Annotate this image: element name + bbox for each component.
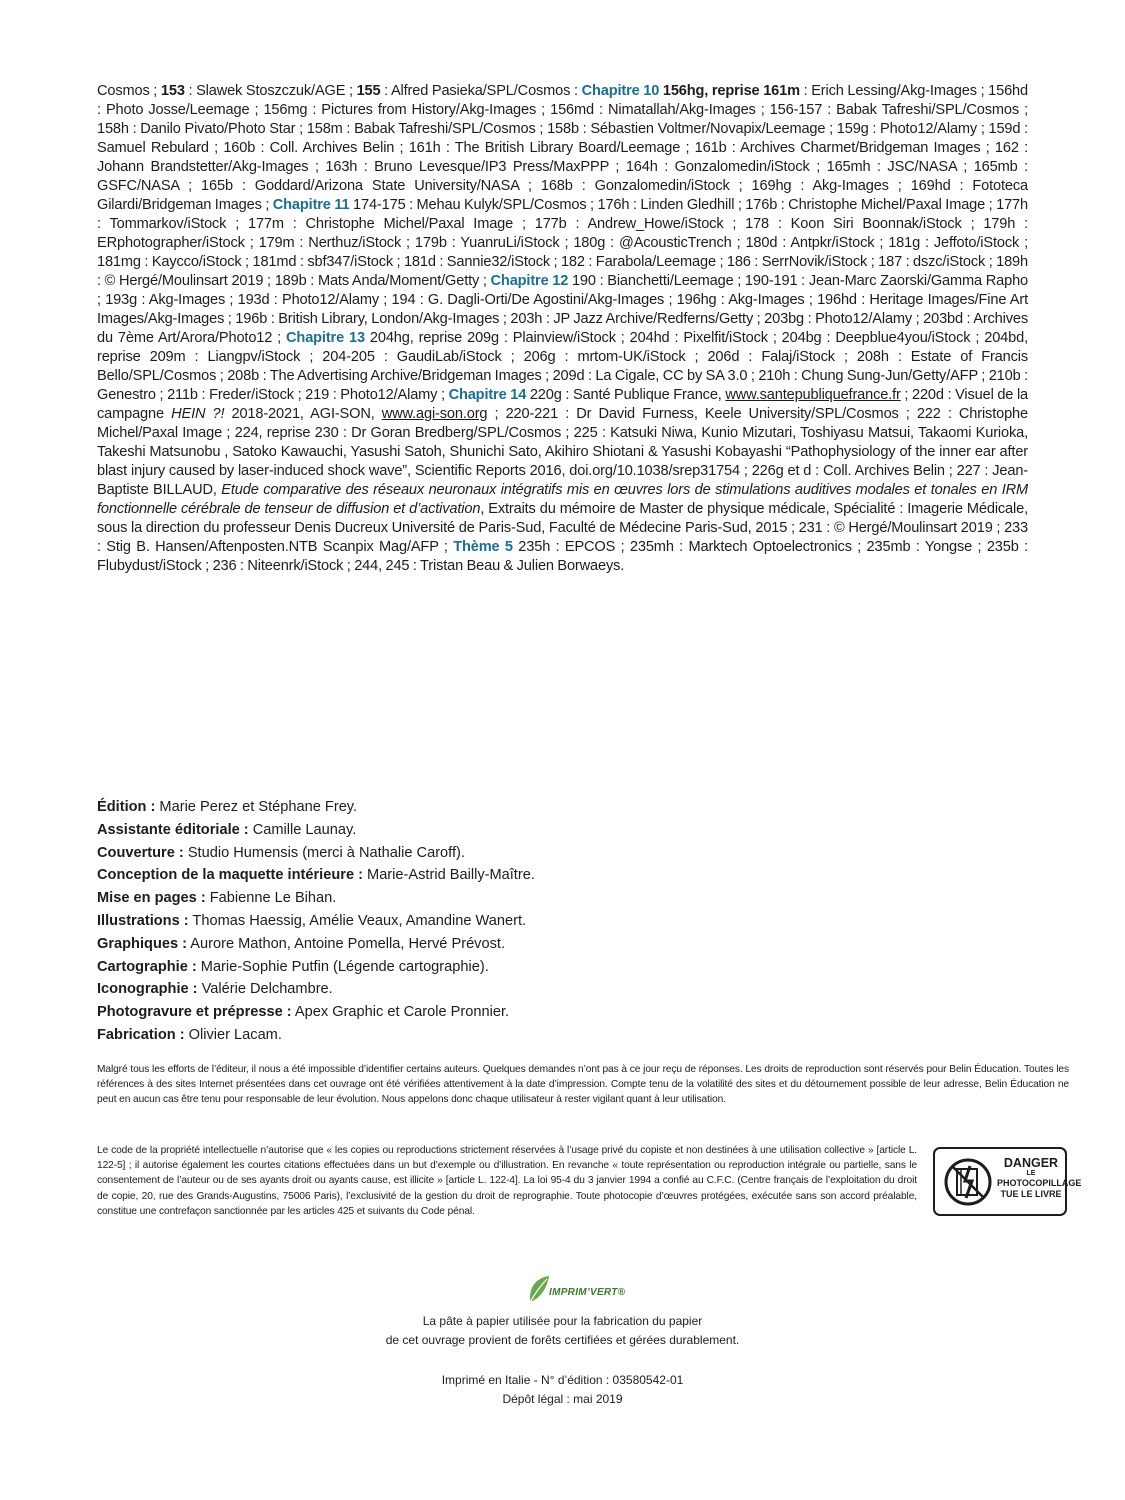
photo-credits (97, 82, 1028, 576)
staff-names: Aurore Mathon, Antoine Pomella, Hervé Prévost. (187, 935, 505, 952)
leaf-icon (527, 1274, 551, 1304)
staff-row (97, 796, 1028, 819)
legal-deposit: Dépôt légal : mai 2019 (502, 1392, 623, 1406)
staff-role: Édition : (97, 799, 156, 815)
chapter-13-credits: 204hg, reprise 209g : Plainview/iStock ; 204hd : Pixelfit/iStock ; 204bg : Deepblue4you/iStock ; 204bd, reprise 209m : Liangpv/iStock ; 204-205 : GaudiLab/iStock ; 206g : mrtom-UK/iStock ; 206d : Falaj/iStock ; 208h : Estate of Francis Bello/SPL/Cosmos ; 208b : The Advertising Archive/Bridgeman Images ; 209d : La Cigale, CC by SA 3.0 ; 210h : Chung Sung-Jun/Getty/AFP ; 210b : Genestro ; 211b : Freder/iStock ; 219 : Photo12/Alamy ; (97, 330, 1028, 403)
staff-row (97, 819, 1028, 842)
staff-names: Fabienne Le Bihan. (205, 890, 337, 907)
chapter-11-heading: Chapitre 11 (272, 197, 350, 213)
staff-role: Photogravure et prépresse : (97, 1004, 292, 1021)
staff-names: Marie-Sophie Putfin (Légende cartographie). (196, 958, 489, 975)
danger-label: TUE LE LIVRE (1000, 1189, 1062, 1199)
danger-label: DANGER (1003, 1156, 1059, 1170)
staff-names: Valérie Delchambre. (197, 981, 333, 998)
staff-row (97, 910, 1028, 933)
chapter-13-heading: Chapitre 13 (286, 330, 365, 346)
paper-source-note (300, 1312, 825, 1350)
credits-text: Cosmos ; (97, 83, 161, 99)
chapter-14-heading: Chapitre 14 (448, 387, 527, 403)
publisher-disclaimer: Malgré tous les efforts de l’éditeur, il nous a été impossible d’identifier certains auteurs. Quelques demandes n’ont pas à ce jour reçu de réponses. Les droits de reproduction sont réservés pour Belin Éducation. Toutes les références à des sites Internet présentées dans cet ouvrage ont été vérifiées attentivement à la date d’impression. Compte tenu de la volatilité des sites et du détournement possible de leur adresse, Belin Éducation ne peut en aucun cas être tenu pour responsable de leur évolution. Nous appelons donc chaque utilisateur à rester vigilant quant à leur utilisation. (97, 1064, 1069, 1106)
imprimvert-label: IMPRIM’VERT® (549, 1287, 626, 1298)
danger-label: PHOTOCOPILLAGE (997, 1178, 1082, 1188)
chapter-12-heading: Chapitre 12 (490, 273, 569, 289)
paper-note-line: La pâte à papier utilisée pour la fabrication du papier (422, 1314, 703, 1328)
staff-names: Marie Perez et Stéphane Frey. (155, 799, 358, 815)
theme-5-credits: 235h : EPCOS ; 235mh : Marktech Optoelectronics ; 235mb : Yongse ; 235b : Flubydust/iStock ; 236 : Niteenrk/iStock ; 244, 245 : Tristan Beau & Julien Borwaeys. (97, 539, 1029, 574)
theme-5-heading: Thème 5 (453, 539, 513, 555)
staff-names: Olivier Lacam. (184, 1026, 282, 1043)
chapter-10-credits: : Erich Lessing/Akg-Images ; 156hd : Photo Josse/Leemage ; 156mg : Pictures from History/Akg-Images ; 156md : Nimatallah/Akg-Images ; 156-157 : Babak Tafreshi/SPL/Cosmos ; 158h : Danilo Pivato/Photo Star ; 158m : Babak Tafreshi/SPL/Cosmos ; 158b : Sébastien Voltmer/Novapix/Leemage ; 159g : Photo12/Alamy ; 159d : Samuel Rebulard ; 160b : Coll. Archives Belin ; 161h : The British Library Board/Leemage ; 161b : Archives Charmet/Bridgeman Images ; 162 : Johann Brandstetter/Akg-Images ; 163h : Bruno Levesque/IP3 Press/MaxPPP ; 164h : Gonzalomedin/iStock ; 165mh : JSC/NASA ; 165mb : GSFC/NASA ; 165b : Goddard/Arizona State University/NASA ; 168b : Gonzalomedin/iStock ; 169hg : Akg-Images ; 169hd : Fototeca Gilardi/Bridgeman Images ; (97, 83, 1028, 213)
chapter-10-heading: Chapitre 10 (581, 83, 660, 99)
staff-row (97, 933, 1028, 956)
credit-ref: 156hg, reprise 161m (659, 83, 800, 99)
editorial-staff-list (97, 796, 1028, 1047)
staff-names: Marie-Astrid Bailly-Maître. (362, 867, 535, 884)
staff-role: Graphiques : (97, 935, 188, 952)
chapter-14-credits: 220g : Santé Publique France, (526, 387, 726, 403)
chapter-14-credits: ; 220d : Visuel de la campagne (97, 387, 1029, 422)
chapter-14-credits: ; 220-221 : Dr David Furness, Keele University/SPL/Cosmos ; 222 : Christophe Michel/Paxal Image ; 224, reprise 230 : Dr Goran Bredberg/SPL/Cosmos ; 225 : Katsuki Niwa, Kunio Mizutari, Toshiyasu Matsui, Takaomi Kurioka, Takeshi Matsunobu , Satoko Kawauchi, Yasushi Satoh, Shunichi Sato, Akihiro Shiotani & Yasushi Kobayashi “Pathophysiology of the inner ear after blast injury caused by laser-induced shock wave”, Scientific Reports 2016, doi.org/10.1038/srep31754 ; 226g et d : Coll. Archives Belin ; 227 : Jean-Baptiste BILLAUD, (97, 406, 1028, 498)
staff-role: Assistante éditoriale : (97, 821, 249, 838)
imprimvert-logo (527, 1274, 657, 1308)
print-info (300, 1371, 825, 1409)
staff-role: Illustrations : (97, 912, 189, 929)
broken-book-icon (943, 1157, 993, 1207)
staff-names: Apex Graphic et Carole Pronnier. (291, 1004, 510, 1021)
thesis-title: Etude comparative des réseaux neuronaux intégratifs mis en œuvres lors de stimulations auditives modales et tonales en IRM fonctionnelle cérébrale de tenseur de diffusion et d’activation (97, 482, 1028, 517)
staff-names: Thomas Haessig, Amélie Veaux, Amandine Wanert. (188, 912, 527, 929)
staff-role: Cartographie : (97, 958, 197, 975)
staff-row (97, 864, 1028, 887)
staff-row (97, 887, 1028, 910)
staff-role: Couverture : (97, 844, 184, 861)
credits-text: : Alfred Pasieka/SPL/Cosmos : (380, 83, 582, 99)
staff-role: Mise en pages : (97, 890, 206, 907)
staff-role: Fabrication : (97, 1026, 185, 1043)
staff-row (97, 1001, 1028, 1024)
santepubliquefrance-link[interactable]: www.santepubliquefrance.fr (725, 387, 901, 403)
staff-role: Conception de la maquette intérieure : (97, 867, 363, 884)
credit-ref: 155 (356, 83, 381, 99)
danger-logo-text (997, 1156, 1082, 1200)
staff-role: Iconographie : (97, 981, 198, 998)
staff-names: Camille Launay. (248, 821, 357, 838)
paper-note-line: de cet ouvrage provient de forêts certifiées et gérées durablement. (385, 1333, 740, 1347)
campaign-title: HEIN ?! (171, 406, 225, 422)
chapter-14-credits: 2018-2021, AGI-SON, (224, 406, 382, 422)
danger-photocopillage-logo (933, 1147, 1082, 1216)
agi-son-link[interactable]: www.agi-son.org (381, 406, 488, 422)
danger-label: LE (1026, 1170, 1036, 1177)
chapter-12-credits: 190 : Bianchetti/Leemage ; 190-191 : Jean-Marc Zaorski/Gamma Rapho ; 193g : Akg-Images ; 193d : Photo12/Alamy ; 194 : G. Dagli-Orti/De Agostini/Akg-Images ; 196hg : Akg-Images ; 196hd : Heritage Images/Fine Art Images/Akg-Images ; 196b : British Library, London/Akg-Images ; 203h : JP Jazz Archive/Redferns/Getty ; 203bg : Photo12/Alamy ; 203bd : Archives du 7ème Art/Arora/Photo12 ; (97, 273, 1028, 346)
edition-number: Imprimé en Italie - N° d’édition : 03580542-01 (441, 1373, 684, 1387)
staff-row (97, 978, 1028, 1001)
copyright-legal-notice: Le code de la propriété intellectuelle n’autorise que « les copies ou reproductions strictement réservées à l’usage privé du copiste et non destinées à une utilisation collective » [article L. 122-5] ; il autorise également les courtes citations effectuées dans un but d’exemple ou d’illustration. En revanche « toute représentation ou reproduction intégrale ou partielle, sans le consentement de l’auteur ou de ses ayants droit ou ayants cause, est illicite » [article L. 122-4]. La loi 95-4 du 3 janvier 1994 a confié au C.F.C. (Centre français de l’exploitation du droit de copie, 20, rue des Grands-Augustins, 75006 Paris), l’exclusivité de la gestion du droit de reprographie. Toute photocopie d’œuvres protégées, exécutée sans son accord préalable, constitue une contrefaçon sanctionnée par les articles 425 et suivants du Code pénal. (97, 1145, 917, 1217)
staff-row (97, 1024, 1028, 1047)
chapter-11-credits: 174-175 : Mehau Kulyk/SPL/Cosmos ; 176h : Linden Gledhill ; 176b : Christophe Michel/Paxal Image ; 177h : Tommarkov/iStock ; 177m : Christophe Michel/Paxal Image ; 177b : Andrew_Howe/iStock ; 178 : Koon Siri Boonnak/iStock ; 179h : ERphotographer/iStock ; 179m : Nerthuz/iStock ; 179b : YuanruLi/iStock ; 180g : @AcousticTrench ; 180d : Antpkr/iStock ; 181g : Jeffoto/iStock ; 181mg : Kaycco/iStock ; 181md : sbf347/iStock ; 181d : Sannie32/iStock ; 182 : Farabola/Leemage ; 186 : SerrNovik/iStock ; 187 : dszc/iStock ; 189h : © Hergé/Moulinsart 2019 ; 189b : Mats Anda/Moment/Getty ; (97, 197, 1028, 289)
staff-row (97, 956, 1028, 979)
credits-text: : Slawek Stoszczuk/AGE ; (184, 83, 357, 99)
chapter-14-credits: , Extraits du mémoire de Master de physique médicale, Spécialité : Imagerie Médicale, sous la direction du professeur Denis Ducreux Université de Paris-Sud, Faculté de Médecine Paris-Sud, 2015 ; 231 : © Hergé/Moulinsart 2019 ; 233 : Stig B. Hansen/Aftenposten.NTB Scanpix Mag/AFP ; (97, 501, 1028, 555)
staff-row (97, 842, 1028, 865)
staff-names: Studio Humensis (merci à Nathalie Caroff). (183, 844, 465, 861)
credit-ref: 153 (160, 83, 185, 99)
